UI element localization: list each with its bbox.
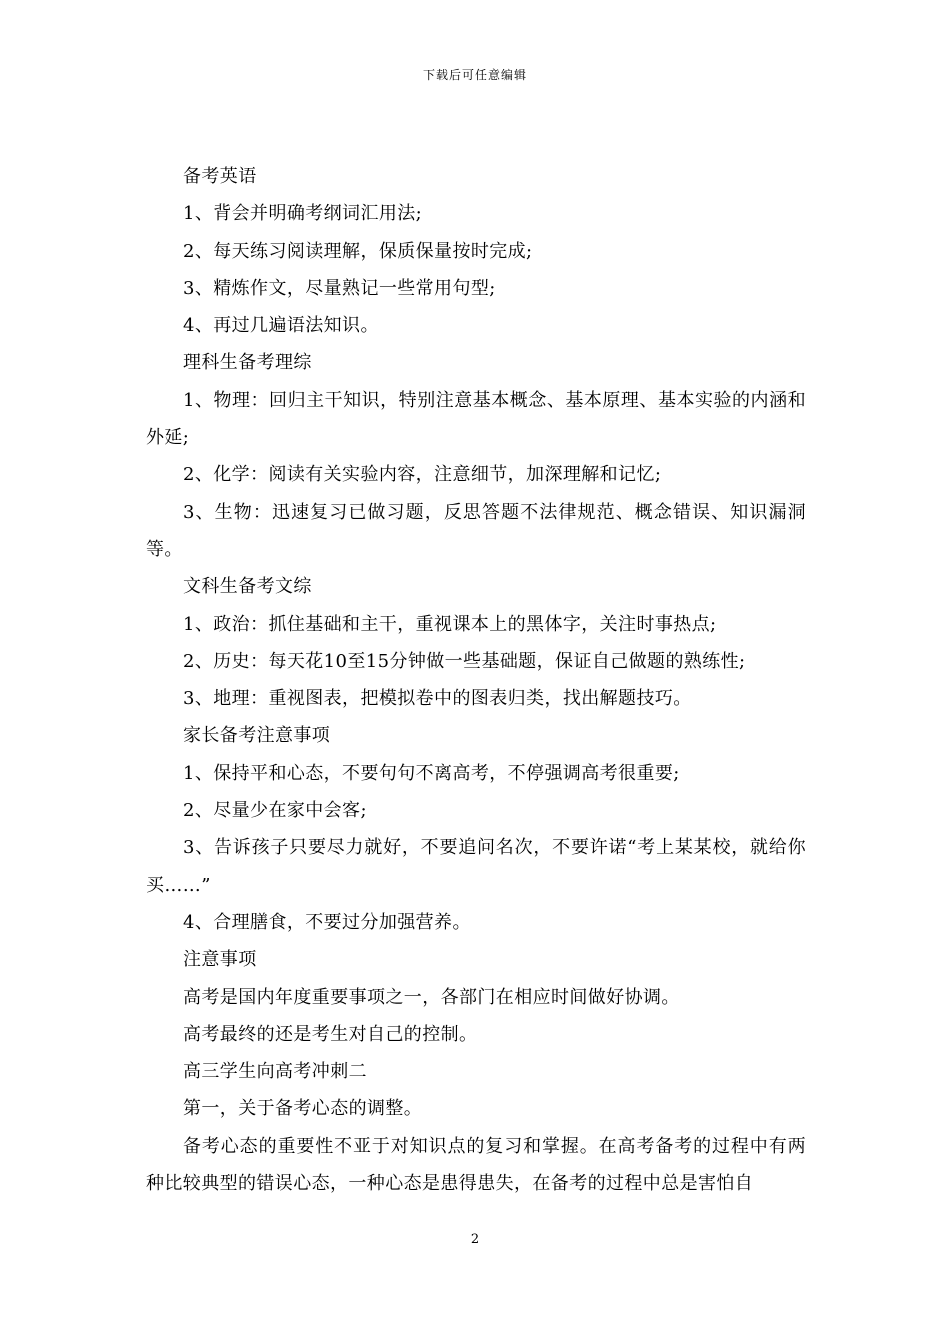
paragraph: 3、生物：迅速复习已做习题，反思答题不法律规范、概念错误、知识漏洞等。 bbox=[146, 501, 806, 560]
paragraph: 2、尽量少在家中会客; bbox=[183, 800, 367, 822]
paragraph: 2、化学：阅读有关实验内容，注意细节，加深理解和记忆; bbox=[183, 464, 662, 486]
paragraph-science-heading: 理科生备考理综 bbox=[183, 352, 312, 374]
paragraph-section-heading: 高三学生向高考冲刺二 bbox=[183, 1061, 367, 1083]
document-body bbox=[146, 158, 806, 1202]
paragraph: 2、历史：每天花10至15分钟做一些基础题，保证自己做题的熟练性; bbox=[183, 650, 746, 672]
page-header: 下载后可任意编辑 bbox=[422, 68, 527, 82]
paragraph: 4、合理膳食，不要过分加强营养。 bbox=[183, 911, 471, 933]
paragraph: 备考心态的重要性不亚于对知识点的复习和掌握。在高考备考的过程中有两种比较典型的错误心态，一种心态是患得患失，在备考的过程中总是害怕自 bbox=[146, 1135, 806, 1195]
paragraph: 3、地理：重视图表，把模拟卷中的图表归类，找出解题技巧。 bbox=[183, 688, 692, 710]
paragraph: 高考是国内年度重要事项之一，各部门在相应时间做好协调。 bbox=[183, 986, 680, 1008]
paragraph: 1、背会并明确考纲词汇用法; bbox=[183, 203, 423, 225]
paragraph: 4、再过几遍语法知识。 bbox=[183, 315, 379, 337]
paragraph-notes-heading: 注意事项 bbox=[183, 949, 257, 971]
paragraph: 高考最终的还是考生对自己的控制。 bbox=[183, 1023, 478, 1045]
paragraph: 3、精炼作文，尽量熟记一些常用句型; bbox=[183, 277, 496, 299]
page-number: 2 bbox=[470, 1232, 480, 1247]
paragraph: 3、告诉孩子只要尽力就好，不要追问名次，不要许诺“考上某某校，就给你买……” bbox=[146, 837, 806, 896]
paragraph: 1、保持平和心态，不要句句不离高考，不停强调高考很重要; bbox=[183, 762, 680, 784]
paragraph: 1、物理：回归主干知识，特别注意基本概念、基本原理、基本实验的内涵和外延; bbox=[146, 389, 806, 449]
paragraph-parents-heading: 家长备考注意事项 bbox=[183, 725, 331, 747]
paragraph: 1、政治：抓住基础和主干，重视课本上的黑体字，关注时事热点; bbox=[183, 613, 717, 635]
paragraph-liberal-arts-heading: 文科生备考文综 bbox=[183, 576, 312, 598]
paragraph: 第一，关于备考心态的调整。 bbox=[183, 1098, 423, 1120]
paragraph: 2、每天练习阅读理解，保质保量按时完成; bbox=[183, 240, 533, 262]
paragraph-english-heading: 备考英语 bbox=[183, 166, 257, 187]
